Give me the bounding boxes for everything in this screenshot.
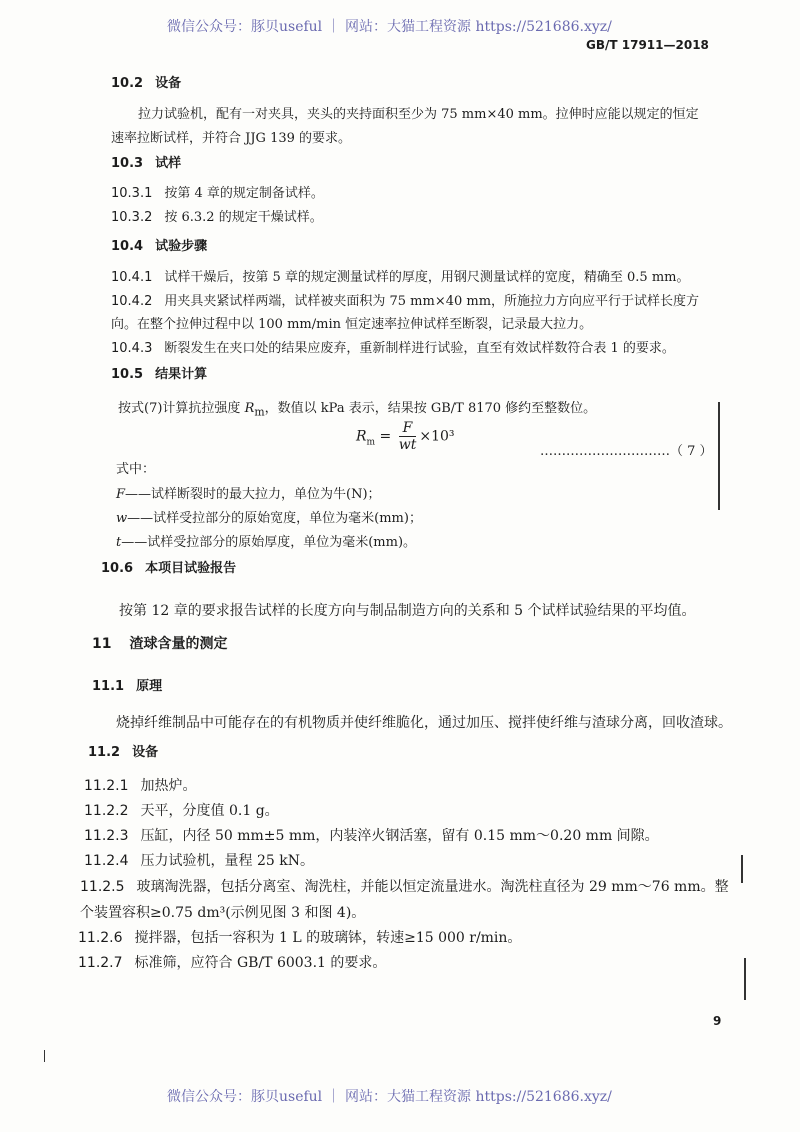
paragraph: 速率拉断试样，并符合 JJG 139 的要求。	[111, 131, 352, 146]
section-heading-10-2: 10.2 设备	[111, 76, 182, 91]
section-heading-10-3: 10.3 试样	[111, 156, 182, 171]
section-heading-10-4: 10.4 试验步骤	[111, 239, 208, 254]
formula: $R_m$ = $\frac{F}{wt}$ ×10³	[356, 420, 455, 453]
paragraph: 向。在整个拉伸过程中以 100 mm/min 恒定速率拉伸试样至断裂，记录最大拉力。	[111, 317, 593, 332]
paragraph: 拉力试验机，配有一对夹具，夹头的夹持面积至少为 75 mm×40 mm。拉伸时应能以规定的恒定	[138, 107, 699, 122]
list-item: 10.3.2 按 6.3.2 的规定干燥试样。	[111, 210, 323, 225]
paragraph: 按第 12 章的要求报告试样的长度方向与制品制造方向的关系和 5 个试样试验结果的平均值。	[119, 603, 696, 619]
page-number: 9	[713, 1014, 722, 1028]
variable-definition: w——试样受拉部分的原始宽度，单位为毫米(mm)；	[116, 511, 422, 526]
list-item: 10.4.1 试样干燥后，按第 5 章的规定测量试样的厚度，用钢尺测量试样的宽度，精确至 0.5 mm。	[111, 270, 690, 285]
where-label: 式中：	[116, 462, 156, 477]
list-item: 11.2.6 搅拌器，包括一容积为 1 L 的玻璃钵，转速≥15 000 r/min。	[78, 930, 522, 946]
list-item: 11.2.3 压缸，内径 50 mm±5 mm，内装淬火钢活塞，留有 0.15 mm～0.20 mm 间隙。	[84, 828, 659, 844]
list-item: 11.2.5 玻璃淘洗器，包括分离室、淘洗柱，并能以恒定流量进水。淘洗柱直径为 29 mm～76 mm。整	[80, 879, 729, 895]
watermark-top: 微信公众号：豚贝useful ｜ 网站：大猫工程资源 https://521686.xyz/	[167, 19, 612, 35]
list-item: 11.2.1 加热炉。	[84, 778, 197, 794]
section-heading-10-5: 10.5 结果计算	[111, 367, 208, 382]
list-item: 11.2.4 压力试验机，量程 25 kN。	[84, 853, 314, 869]
section-heading-11-1: 11.1 原理	[92, 679, 163, 694]
change-bar	[744, 958, 746, 1000]
change-bar	[718, 402, 720, 510]
section-heading-11-2: 11.2 设备	[88, 745, 159, 760]
paragraph: 烧掉纤维制品中可能存在的有机物质并使纤维脆化，通过加压、搅拌使纤维与渣球分离，回收渣球。	[116, 715, 732, 731]
watermark-bottom: 微信公众号：豚贝useful ｜ 网站：大猫工程资源 https://521686.xyz/	[167, 1089, 612, 1105]
list-item: 11.2.2 天平，分度值 0.1 g。	[84, 803, 279, 819]
paragraph: 个装置容积≥0.75 dm³(示例见图 3 和图 4)。	[80, 905, 366, 921]
scan-mark	[44, 1050, 45, 1062]
list-item: 10.3.1 按第 4 章的规定制备试样。	[111, 186, 324, 201]
variable-definition: t——试样受拉部分的原始厚度，单位为毫米(mm)。	[116, 535, 417, 550]
section-heading-10-6: 10.6 本项目试验报告	[101, 561, 237, 576]
variable-definition: F——试样断裂时的最大拉力，单位为牛(N)；	[116, 487, 381, 502]
list-item: 11.2.7 标准筛，应符合 GB/T 6003.1 的要求。	[78, 955, 387, 971]
formula-number: …………………………（ 7 ）	[540, 444, 713, 459]
change-bar	[741, 855, 743, 883]
paragraph: 按式(7)计算抗拉强度 $R_m$，数值以 kPa 表示，结果按 GB/T 8170 修约至整数位。	[118, 401, 597, 419]
chapter-heading-11: 11 渣球含量的测定	[92, 636, 228, 652]
list-item: 10.4.3 断裂发生在夹口处的结果应废弃，重新制样进行试验，直至有效试样数符合表 1 的要求。	[111, 341, 675, 356]
standard-number: GB/T 17911—2018	[586, 38, 709, 52]
list-item: 10.4.2 用夹具夹紧试样两端，试样被夹面积为 75 mm×40 mm，所施拉力方向应平行于试样长度方	[111, 294, 700, 309]
